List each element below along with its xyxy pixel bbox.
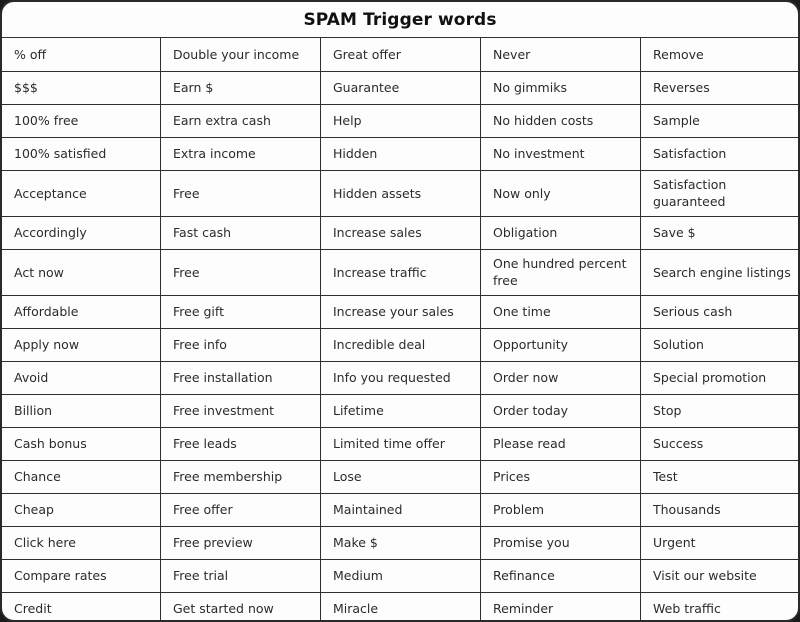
table-cell: Test: [641, 460, 800, 493]
table-cell: Get started now: [161, 592, 321, 622]
table-cell: No investment: [481, 137, 641, 170]
table-cell: Maintained: [321, 493, 481, 526]
table-cell: Lose: [321, 460, 481, 493]
table-cell: Free: [161, 170, 321, 216]
table-cell: Guarantee: [321, 71, 481, 104]
table-body: [1, 38, 800, 622]
table-cell: Free: [161, 249, 321, 295]
table-row: [1, 38, 800, 71]
table-cell: Avoid: [1, 361, 161, 394]
table-cell: 100% satisfied: [1, 137, 161, 170]
table-cell: Success: [641, 427, 800, 460]
table-cell: Incredible deal: [321, 328, 481, 361]
table-cell: Thousands: [641, 493, 800, 526]
table-cell: Order today: [481, 394, 641, 427]
table-cell: Billion: [1, 394, 161, 427]
table-cell: Promise you: [481, 526, 641, 559]
table-row: [1, 526, 800, 559]
table-cell: Free offer: [161, 493, 321, 526]
table-cell: Apply now: [1, 328, 161, 361]
table-cell: Limited time offer: [321, 427, 481, 460]
table-cell: Problem: [481, 493, 641, 526]
table-cell: Click here: [1, 526, 161, 559]
table-cell: Solution: [641, 328, 800, 361]
table-cell: Web traffic: [641, 592, 800, 622]
table-cell: Free preview: [161, 526, 321, 559]
table-cell: Lifetime: [321, 394, 481, 427]
table-row: [1, 493, 800, 526]
table-row: [1, 249, 800, 295]
table-cell: $$$: [1, 71, 161, 104]
table-cell: Fast cash: [161, 216, 321, 249]
table-row: [1, 71, 800, 104]
table-cell: Reminder: [481, 592, 641, 622]
table-cell: Special promotion: [641, 361, 800, 394]
table-cell: Free info: [161, 328, 321, 361]
table-cell: Great offer: [321, 38, 481, 71]
table-cell: Increase sales: [321, 216, 481, 249]
table-row: [1, 592, 800, 622]
table-cell: Refinance: [481, 559, 641, 592]
table-cell: Sample: [641, 104, 800, 137]
table-cell: Act now: [1, 249, 161, 295]
table-cell: Urgent: [641, 526, 800, 559]
table-cell: Free membership: [161, 460, 321, 493]
table-row: [1, 295, 800, 328]
table-cell: Increase your sales: [321, 295, 481, 328]
table-cell: Remove: [641, 38, 800, 71]
spam-words-table: [0, 38, 800, 622]
table-row: [1, 137, 800, 170]
table-cell: Help: [321, 104, 481, 137]
table-row: [1, 328, 800, 361]
table-cell: No hidden costs: [481, 104, 641, 137]
table-cell: Order now: [481, 361, 641, 394]
table-cell: Reverses: [641, 71, 800, 104]
table-cell: Never: [481, 38, 641, 71]
table-cell: One time: [481, 295, 641, 328]
table-cell: Chance: [1, 460, 161, 493]
table-cell: Hidden: [321, 137, 481, 170]
table-cell: Visit our website: [641, 559, 800, 592]
table-row: [1, 460, 800, 493]
table-row: [1, 427, 800, 460]
table-cell: Compare rates: [1, 559, 161, 592]
table-cell: Save $: [641, 216, 800, 249]
table-cell: Earn $: [161, 71, 321, 104]
table-cell: 100% free: [1, 104, 161, 137]
table-cell: Acceptance: [1, 170, 161, 216]
table-cell: Stop: [641, 394, 800, 427]
table-cell: Opportunity: [481, 328, 641, 361]
table-cell: Affordable: [1, 295, 161, 328]
table-cell: Extra income: [161, 137, 321, 170]
table-cell: Cheap: [1, 493, 161, 526]
table-cell: One hundred percent free: [481, 249, 641, 295]
table-cell: Medium: [321, 559, 481, 592]
table-cell: Hidden assets: [321, 170, 481, 216]
table-cell: Free installation: [161, 361, 321, 394]
table-row: [1, 104, 800, 137]
table-cell: No gimmiks: [481, 71, 641, 104]
table-cell: Free gift: [161, 295, 321, 328]
table-row: [1, 394, 800, 427]
table-cell: Cash bonus: [1, 427, 161, 460]
table-cell: Earn extra cash: [161, 104, 321, 137]
table-cell: Make $: [321, 526, 481, 559]
table-cell: Double your income: [161, 38, 321, 71]
table-cell: Free leads: [161, 427, 321, 460]
table-cell: Accordingly: [1, 216, 161, 249]
table-cell: Credit: [1, 592, 161, 622]
table-title: SPAM Trigger words: [2, 2, 798, 38]
table-cell: Search engine listings: [641, 249, 800, 295]
table-row: [1, 559, 800, 592]
table-cell: Obligation: [481, 216, 641, 249]
table-row: [1, 216, 800, 249]
table-cell: Free investment: [161, 394, 321, 427]
table-cell: Info you requested: [321, 361, 481, 394]
table-cell: Satisfaction guaranteed: [641, 170, 800, 216]
table-cell: Please read: [481, 427, 641, 460]
table-cell: % off: [1, 38, 161, 71]
table-cell: Free trial: [161, 559, 321, 592]
table-row: [1, 361, 800, 394]
table-cell: Satisfaction: [641, 137, 800, 170]
table-cell: Miracle: [321, 592, 481, 622]
table-row: [1, 170, 800, 216]
table-cell: Increase traffic: [321, 249, 481, 295]
table-cell: Prices: [481, 460, 641, 493]
table-cell: Serious cash: [641, 295, 800, 328]
table-cell: Now only: [481, 170, 641, 216]
